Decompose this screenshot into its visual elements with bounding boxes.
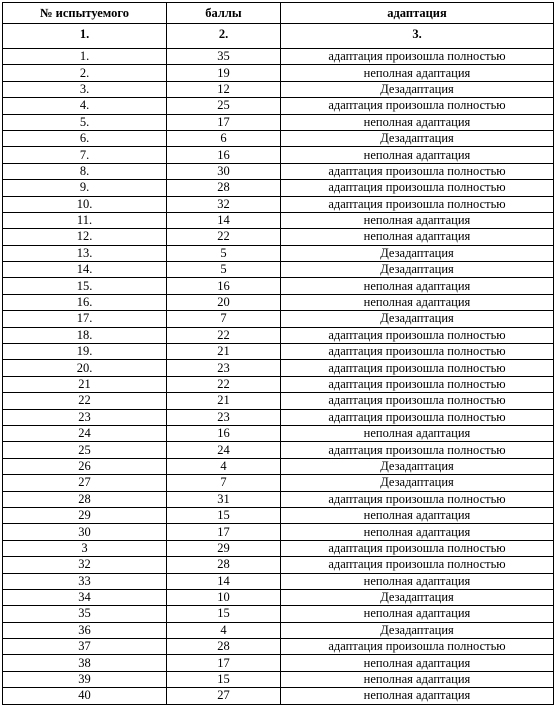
adaptation-cell: неполная адаптация — [281, 655, 554, 671]
table-row — [3, 639, 554, 655]
score-cell: 22 — [167, 327, 281, 343]
adaptation-cell: неполная адаптация — [281, 278, 554, 294]
subject-number-cell: 5. — [3, 114, 167, 130]
table-row — [3, 688, 554, 704]
table-row — [3, 671, 554, 687]
table-row — [3, 262, 554, 278]
subject-number-cell: 14. — [3, 262, 167, 278]
score-cell: 17 — [167, 524, 281, 540]
adaptation-cell: Дезадаптация — [281, 245, 554, 261]
score-cell: 30 — [167, 163, 281, 179]
score-cell: 15 — [167, 606, 281, 622]
subject-number-cell: 9. — [3, 180, 167, 196]
column-number-1: 1. — [3, 24, 167, 49]
score-cell: 15 — [167, 507, 281, 523]
adaptation-cell: адаптация произошла полностью — [281, 98, 554, 114]
subject-number-cell: 20. — [3, 360, 167, 376]
score-cell: 16 — [167, 278, 281, 294]
adaptation-cell: неполная адаптация — [281, 606, 554, 622]
adaptation-cell: адаптация произошла полностью — [281, 639, 554, 655]
adaptation-cell: неполная адаптация — [281, 425, 554, 441]
adaptation-cell: Дезадаптация — [281, 311, 554, 327]
score-cell: 28 — [167, 557, 281, 573]
table-row — [3, 81, 554, 97]
table-row — [3, 425, 554, 441]
adaptation-cell: адаптация произошла полностью — [281, 491, 554, 507]
table-row — [3, 540, 554, 556]
adaptation-cell: адаптация произошла полностью — [281, 442, 554, 458]
score-cell: 7 — [167, 475, 281, 491]
adaptation-cell: адаптация произошла полностью — [281, 344, 554, 360]
adaptation-cell: неполная адаптация — [281, 114, 554, 130]
subject-number-cell: 38 — [3, 655, 167, 671]
table-row — [3, 622, 554, 638]
score-cell: 12 — [167, 81, 281, 97]
table-row — [3, 573, 554, 589]
adaptation-cell: неполная адаптация — [281, 688, 554, 704]
adaptation-cell: Дезадаптация — [281, 458, 554, 474]
subject-number-cell: 28 — [3, 491, 167, 507]
adaptation-cell: Дезадаптация — [281, 589, 554, 605]
adaptation-cell: неполная адаптация — [281, 524, 554, 540]
subject-number-cell: 3. — [3, 81, 167, 97]
header-adaptation: адаптация — [281, 3, 554, 24]
subject-number-cell: 24 — [3, 425, 167, 441]
score-cell: 16 — [167, 425, 281, 441]
subject-number-cell: 13. — [3, 245, 167, 261]
subject-number-cell: 36 — [3, 622, 167, 638]
score-cell: 5 — [167, 262, 281, 278]
score-cell: 7 — [167, 311, 281, 327]
score-cell: 25 — [167, 98, 281, 114]
adaptation-cell: адаптация произошла полностью — [281, 196, 554, 212]
score-cell: 14 — [167, 212, 281, 228]
subject-number-cell: 33 — [3, 573, 167, 589]
subject-number-cell: 7. — [3, 147, 167, 163]
table-row — [3, 524, 554, 540]
table-row — [3, 344, 554, 360]
subject-number-cell: 29 — [3, 507, 167, 523]
subject-number-cell: 10. — [3, 196, 167, 212]
table-row — [3, 245, 554, 261]
score-cell: 27 — [167, 688, 281, 704]
subject-number-cell: 12. — [3, 229, 167, 245]
adaptation-cell: неполная адаптация — [281, 212, 554, 228]
table-row — [3, 180, 554, 196]
table-row — [3, 655, 554, 671]
column-number-3: 3. — [281, 24, 554, 49]
subject-number-cell: 40 — [3, 688, 167, 704]
table-row — [3, 196, 554, 212]
adaptation-cell: неполная адаптация — [281, 65, 554, 81]
header-score: баллы — [167, 3, 281, 24]
subject-number-cell: 22 — [3, 393, 167, 409]
table-row — [3, 327, 554, 343]
score-cell: 29 — [167, 540, 281, 556]
score-cell: 23 — [167, 360, 281, 376]
score-cell: 22 — [167, 229, 281, 245]
adaptation-cell: адаптация произошла полностью — [281, 360, 554, 376]
table-row — [3, 147, 554, 163]
table-row — [3, 507, 554, 523]
adaptation-cell: адаптация произошла полностью — [281, 180, 554, 196]
adaptation-cell: неполная адаптация — [281, 573, 554, 589]
table-row — [3, 98, 554, 114]
adaptation-cell: адаптация произошла полностью — [281, 49, 554, 65]
document-page — [2, 2, 554, 705]
adaptation-cell: адаптация произошла полностью — [281, 376, 554, 392]
subject-number-cell: 2. — [3, 65, 167, 81]
score-cell: 17 — [167, 655, 281, 671]
subject-number-cell: 15. — [3, 278, 167, 294]
subject-number-cell: 27 — [3, 475, 167, 491]
adaptation-cell: Дезадаптация — [281, 81, 554, 97]
score-cell: 16 — [167, 147, 281, 163]
adaptation-cell: неполная адаптация — [281, 147, 554, 163]
score-cell: 32 — [167, 196, 281, 212]
table-row — [3, 475, 554, 491]
table-row — [3, 294, 554, 310]
table-row — [3, 49, 554, 65]
subject-number-cell: 6. — [3, 130, 167, 146]
adaptation-cell: адаптация произошла полностью — [281, 409, 554, 425]
table-row — [3, 278, 554, 294]
score-cell: 21 — [167, 344, 281, 360]
column-number-row — [3, 24, 554, 49]
score-cell: 21 — [167, 393, 281, 409]
adaptation-cell: адаптация произошла полностью — [281, 557, 554, 573]
subject-number-cell: 37 — [3, 639, 167, 655]
score-cell: 20 — [167, 294, 281, 310]
adaptation-cell: Дезадаптация — [281, 622, 554, 638]
table-row — [3, 557, 554, 573]
table-row — [3, 311, 554, 327]
subject-number-cell: 4. — [3, 98, 167, 114]
score-cell: 31 — [167, 491, 281, 507]
score-cell: 19 — [167, 65, 281, 81]
table-row — [3, 442, 554, 458]
subject-number-cell: 17. — [3, 311, 167, 327]
table-row — [3, 163, 554, 179]
adaptation-cell: неполная адаптация — [281, 229, 554, 245]
score-cell: 4 — [167, 622, 281, 638]
table-row — [3, 393, 554, 409]
score-cell: 15 — [167, 671, 281, 687]
adaptation-cell: Дезадаптация — [281, 262, 554, 278]
table-row — [3, 212, 554, 228]
table-row — [3, 589, 554, 605]
subject-number-cell: 30 — [3, 524, 167, 540]
adaptation-cell: адаптация произошла полностью — [281, 540, 554, 556]
subject-number-cell: 3 — [3, 540, 167, 556]
subject-number-cell: 23 — [3, 409, 167, 425]
column-number-2: 2. — [167, 24, 281, 49]
score-cell: 24 — [167, 442, 281, 458]
table-row — [3, 409, 554, 425]
subject-number-cell: 39 — [3, 671, 167, 687]
adaptation-cell: неполная адаптация — [281, 507, 554, 523]
adaptation-cell: Дезадаптация — [281, 130, 554, 146]
adaptation-cell: Дезадаптация — [281, 475, 554, 491]
subject-number-cell: 1. — [3, 49, 167, 65]
table-body — [3, 24, 554, 705]
header-subject-number: № испытуемого — [3, 3, 167, 24]
score-cell: 10 — [167, 589, 281, 605]
score-cell: 4 — [167, 458, 281, 474]
subject-number-cell: 32 — [3, 557, 167, 573]
adaptation-cell: неполная адаптация — [281, 671, 554, 687]
score-cell: 35 — [167, 49, 281, 65]
subject-number-cell: 19. — [3, 344, 167, 360]
subject-number-cell: 34 — [3, 589, 167, 605]
score-cell: 14 — [167, 573, 281, 589]
subject-number-cell: 16. — [3, 294, 167, 310]
table-row — [3, 360, 554, 376]
adaptation-cell: неполная адаптация — [281, 294, 554, 310]
subject-number-cell: 21 — [3, 376, 167, 392]
adaptation-cell: адаптация произошла полностью — [281, 163, 554, 179]
subject-number-cell: 18. — [3, 327, 167, 343]
subject-number-cell: 11. — [3, 212, 167, 228]
table-row — [3, 114, 554, 130]
adaptation-cell: адаптация произошла полностью — [281, 393, 554, 409]
adaptation-cell: адаптация произошла полностью — [281, 327, 554, 343]
subject-number-cell: 35 — [3, 606, 167, 622]
score-cell: 28 — [167, 639, 281, 655]
table-row — [3, 229, 554, 245]
subject-number-cell: 26 — [3, 458, 167, 474]
subject-number-cell: 25 — [3, 442, 167, 458]
table-header-row — [3, 3, 554, 24]
score-cell: 23 — [167, 409, 281, 425]
table-row — [3, 65, 554, 81]
table-row — [3, 458, 554, 474]
score-cell: 5 — [167, 245, 281, 261]
score-cell: 28 — [167, 180, 281, 196]
table-row — [3, 606, 554, 622]
score-cell: 17 — [167, 114, 281, 130]
score-cell: 6 — [167, 130, 281, 146]
score-cell: 22 — [167, 376, 281, 392]
adaptation-results-table — [2, 2, 554, 705]
table-row — [3, 130, 554, 146]
table-row — [3, 491, 554, 507]
table-row — [3, 376, 554, 392]
subject-number-cell: 8. — [3, 163, 167, 179]
